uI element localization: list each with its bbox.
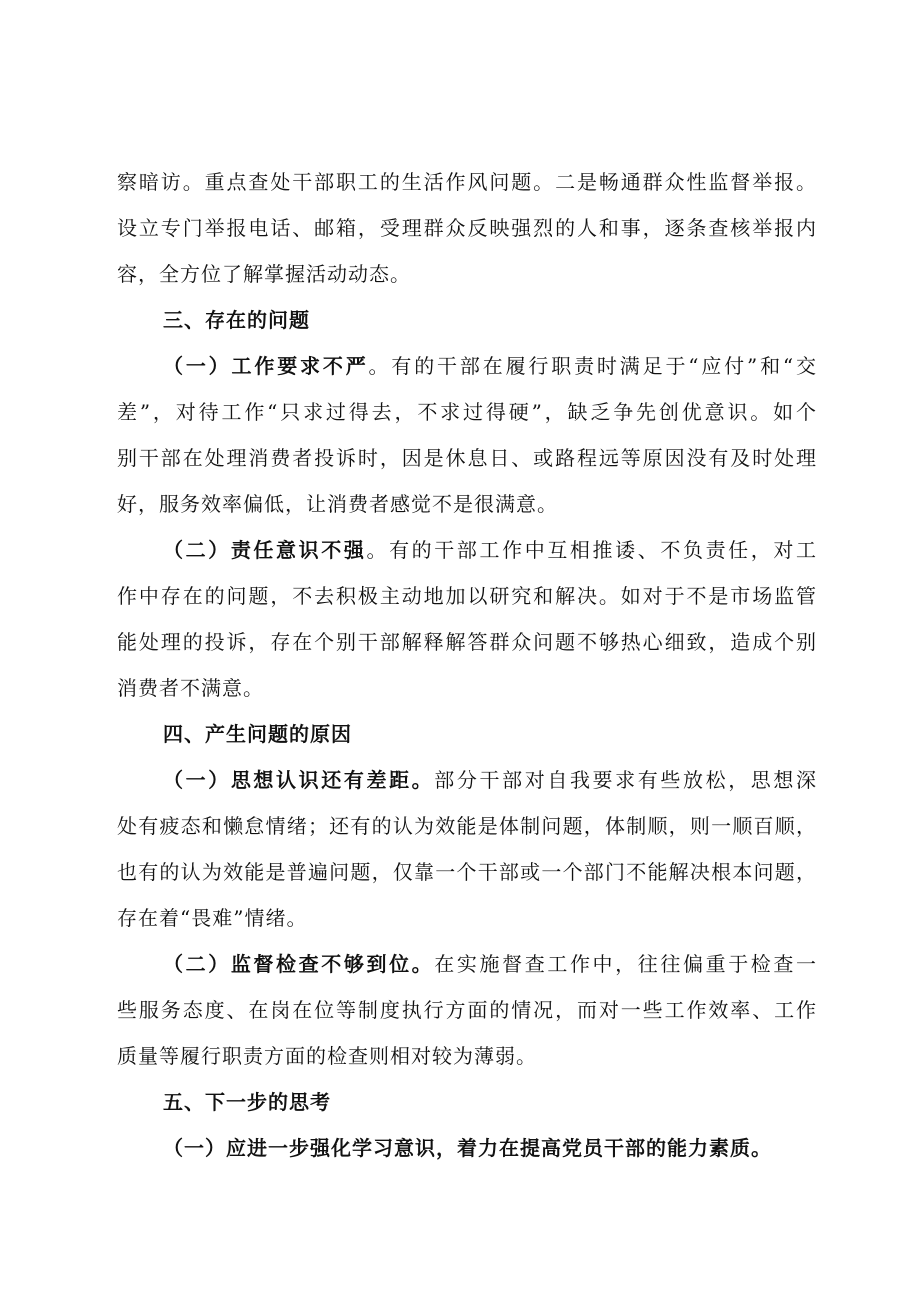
paragraph-line xyxy=(163,346,817,386)
item-text: 。有的干部工作中互相推诿、不负责任，对工 xyxy=(366,538,818,562)
paragraph-line: 好，服务效率偏低，让消费者感觉不是很满意。 xyxy=(117,492,558,516)
paragraph-line xyxy=(163,530,817,570)
paragraph-line: 质量等履行职责方面的检查则相对较为薄弱。 xyxy=(117,1044,537,1068)
section-heading: 四、产生问题的原因 xyxy=(163,722,352,746)
item-lead: （二）监督检查不够到位。 xyxy=(163,952,435,976)
paragraph-line: （一）应进一步强化学习意识，着力在提高党员干部的能力素质。 xyxy=(163,1136,772,1160)
paragraph-line: 察暗访。重点查处干部职工的生活作风问题。二是畅通群众性监督举报。 xyxy=(117,170,817,194)
paragraph-line: 存在着“畏难”情绪。 xyxy=(117,906,308,930)
paragraph-line: 别干部在处理消费者投诉时，因是休息日、或路程远等原因没有及时处理 xyxy=(117,446,817,470)
paragraph-line: 能处理的投诉，存在个别干部解释解答群众问题不够热心细致，造成个别 xyxy=(117,630,817,654)
paragraph-line: 设立专门举报电话、邮箱，受理群众反映强烈的人和事，逐条查核举报内 xyxy=(117,216,817,240)
paragraph-line: 差”，对待工作“只求过得去，不求过得硬”，缺乏争先创优意识。如个 xyxy=(117,400,817,424)
section-heading: 三、存在的问题 xyxy=(163,308,310,332)
item-text: 部分干部对自我要求有些放松，思想深 xyxy=(434,768,818,792)
item-lead: （一）工作要求不严 xyxy=(163,354,369,378)
paragraph-line: 也有的认为效能是普遍问题，仅靠一个干部或一个部门不能解决根本问题， xyxy=(117,860,817,884)
paragraph-line xyxy=(163,944,817,984)
item-lead: （二）责任意识不强 xyxy=(163,538,367,562)
paragraph-line xyxy=(163,760,817,800)
paragraph-line: 作中存在的问题，不去积极主动地加以研究和解决。如对于不是市场监管 xyxy=(117,584,817,608)
paragraph-line: 些服务态度、在岗在位等制度执行方面的情况，而对一些工作效率、工作 xyxy=(117,998,817,1022)
paragraph-line: 消费者不满意。 xyxy=(117,676,264,700)
paragraph-line: 处有疲态和懒怠情绪；还有的认为效能是体制问题，体制顺，则一顺百顺， xyxy=(117,814,817,838)
item-text: 在实施督查工作中，往往偏重于检查一 xyxy=(434,952,818,976)
item-lead: （一）思想认识还有差距。 xyxy=(163,768,435,792)
section-heading: 五、下一步的思考 xyxy=(163,1090,331,1114)
paragraph-line: 容，全方位了解掌握活动动态。 xyxy=(117,262,411,286)
item-text: 。有的干部在履行职责时满足于“应付”和“交 xyxy=(368,354,817,378)
